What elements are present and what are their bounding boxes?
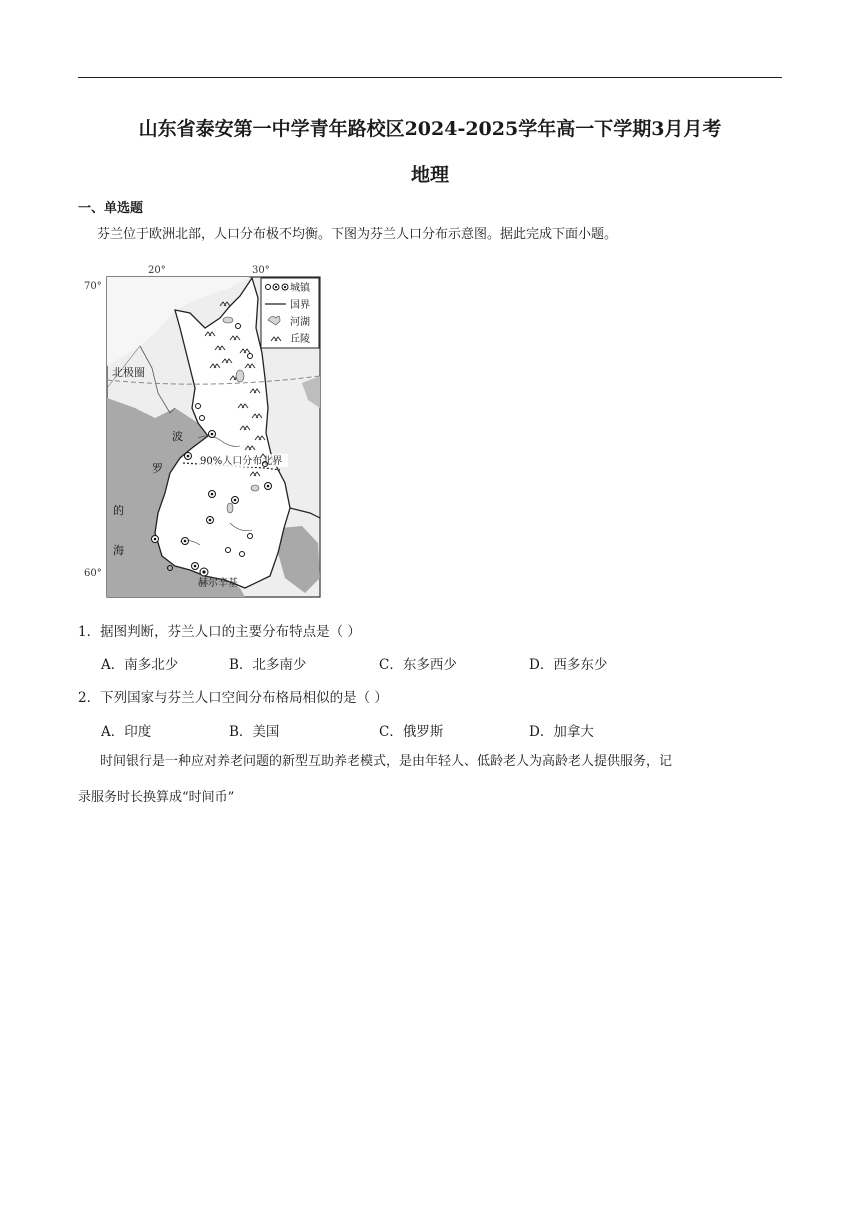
arctic-circle-label: 北极圈 xyxy=(112,366,145,379)
q1-option-d[interactable]: D．西多东少 xyxy=(529,657,608,673)
passage-2-line-2: 录服务时长换算成“时间币” xyxy=(78,790,235,805)
sea-label-1: 波 xyxy=(172,430,183,443)
passage-2-line-1: 时间银行是一种应对养老问题的新型互助养老模式，是由年轻人、低龄老人为高龄老人提供服务，记 xyxy=(100,754,673,769)
finland-population-map xyxy=(80,258,330,603)
q2-option-c[interactable]: C．俄罗斯 xyxy=(379,724,444,740)
sea-label-2: 罗 xyxy=(152,462,163,475)
q2-option-a[interactable]: A．印度 xyxy=(101,724,152,740)
legend-town: 城镇 xyxy=(290,283,310,294)
helsinki-label: 赫尔辛基 xyxy=(198,578,238,589)
sea-label-3: 的 xyxy=(113,504,124,517)
legend-river-lake: 河湖 xyxy=(290,317,310,328)
lat-label-60: 60° xyxy=(84,568,102,579)
q1-option-b[interactable]: B．北多南少 xyxy=(229,657,307,673)
lat-label-70: 70° xyxy=(84,281,102,292)
population-boundary-label: 90%人口分布北界 xyxy=(200,456,283,467)
intro-paragraph: 芬兰位于欧洲北部，人口分布极不均衡。下图为芬兰人口分布示意图。据此完成下面小题。 xyxy=(97,227,618,242)
page-title: 山东省泰安第一中学青年路校区2024-2025学年高一下学期3月月考 xyxy=(138,118,722,140)
q2-option-b[interactable]: B．美国 xyxy=(229,724,280,740)
q1-option-c[interactable]: C．东多西少 xyxy=(379,657,457,673)
subject-title: 地理 xyxy=(410,164,449,186)
top-rule xyxy=(78,77,782,78)
legend-hill: 丘陵 xyxy=(290,334,310,345)
section-heading: 一、单选题 xyxy=(78,201,144,216)
q1-option-a[interactable]: A．南多北少 xyxy=(101,657,179,673)
legend-border: 国界 xyxy=(290,300,310,311)
sea-label-4: 海 xyxy=(113,544,124,557)
question-1-stem: 1．据图判断，芬兰人口的主要分布特点是（ ） xyxy=(78,624,361,640)
lon-label-20: 20° xyxy=(148,265,166,276)
question-2-stem: 2．下列国家与芬兰人口空间分布格局相似的是（ ） xyxy=(78,690,388,706)
q2-option-d[interactable]: D．加拿大 xyxy=(529,724,594,740)
lon-label-30: 30° xyxy=(252,265,270,276)
